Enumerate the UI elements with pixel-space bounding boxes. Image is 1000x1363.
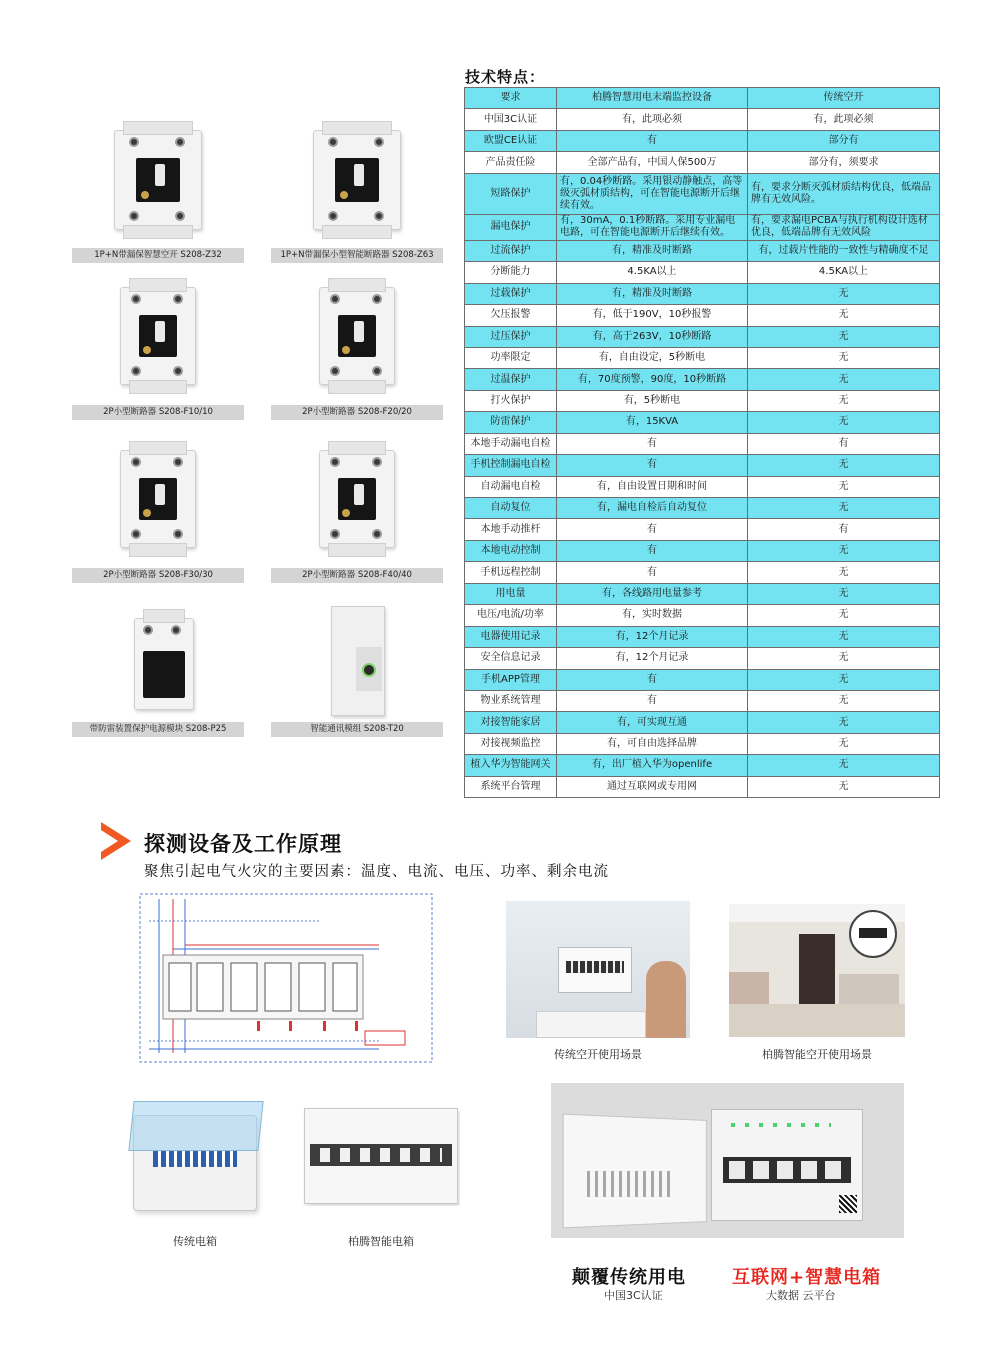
spec-traditional-cell: 无 xyxy=(748,648,940,669)
spec-row xyxy=(465,109,940,130)
slogan-left-a: 颠覆 xyxy=(572,1267,610,1288)
product-card xyxy=(72,275,244,420)
product-caption: 2P小型断路器 S208-F30/30 xyxy=(72,568,244,583)
spec-feature-cell: 欧盟CE认证 xyxy=(465,130,557,151)
spec-traditional-cell: 无 xyxy=(748,540,940,561)
spec-smart-cell: 有，30mA，0.1秒断路。采用专业漏电电路，可在智能电源断开后继续有效。 xyxy=(557,214,748,240)
spec-smart-cell: 有，可自由选择品牌 xyxy=(557,733,748,754)
spec-smart-cell: 有，精准及时断路 xyxy=(557,240,748,261)
smart-scene-caption: 柏腾智能空开使用场景 xyxy=(762,1048,872,1061)
spec-smart-cell: 有，自由设定，5秒断电 xyxy=(557,347,748,368)
spec-traditional-cell: 有，要求漏电PCBA与执行机构设计选材优良，低端品牌有无效风险 xyxy=(748,214,940,240)
spec-traditional-cell: 无 xyxy=(748,583,940,604)
spec-smart-cell: 有，12个月记录 xyxy=(557,648,748,669)
spec-smart-cell: 有，此项必须 xyxy=(557,109,748,130)
slogan-left-sub: 中国3C认证 xyxy=(604,1289,663,1302)
spec-feature-cell: 电器使用记录 xyxy=(465,626,557,647)
spec-row xyxy=(465,262,940,283)
comm-module-image xyxy=(271,606,443,722)
spec-traditional-cell: 无 xyxy=(748,712,940,733)
spec-traditional-cell: 无 xyxy=(748,455,940,476)
spec-smart-cell: 有，出厂植入华为openlife xyxy=(557,755,748,776)
spec-smart-cell: 有 xyxy=(557,669,748,690)
breaker-2p-image xyxy=(271,438,443,568)
section-subtitle: 聚焦引起电气火灾的主要因素：温度、电流、电压、功率、剩余电流 xyxy=(144,864,609,880)
spec-smart-cell: 有，可实现互通 xyxy=(557,712,748,733)
spec-feature-cell: 物业系统管理 xyxy=(465,690,557,711)
spec-feature-cell: 对接视频监控 xyxy=(465,733,557,754)
spec-feature-cell: 过载保护 xyxy=(465,283,557,304)
spec-row xyxy=(465,669,940,690)
spec-feature-cell: 植入华为智能网关 xyxy=(465,755,557,776)
spec-traditional-cell: 有，过载片性能的一致性与精确度不足 xyxy=(748,240,940,261)
spec-traditional-cell: 无 xyxy=(748,776,940,797)
section-arrow-inner xyxy=(101,830,118,852)
spec-feature-cell: 手机控制漏电自检 xyxy=(465,455,557,476)
spec-smart-cell: 有，实时数据 xyxy=(557,605,748,626)
breaker-2p-image xyxy=(72,438,244,568)
spec-row xyxy=(465,626,940,647)
spec-feature-cell: 系统平台管理 xyxy=(465,776,557,797)
product-card xyxy=(72,118,244,263)
spec-feature-cell: 防雷保护 xyxy=(465,412,557,433)
spec-row xyxy=(465,305,940,326)
spec-traditional-cell: 无 xyxy=(748,733,940,754)
spec-smart-cell: 有，自由设置日期和时间 xyxy=(557,476,748,497)
spec-row xyxy=(465,390,940,411)
product-caption: 1P+N带漏保小型智能断路器 S208-Z63 xyxy=(271,248,443,263)
spec-smart-cell: 有，高于263V，10秒断路 xyxy=(557,326,748,347)
spec-feature-cell: 自动漏电自检 xyxy=(465,476,557,497)
product-caption: 2P小型断路器 S208-F20/20 xyxy=(271,405,443,420)
spec-row xyxy=(465,214,940,240)
breaker-2p-image xyxy=(72,275,244,405)
spec-feature-cell: 本地手动推杆 xyxy=(465,519,557,540)
product-caption: 带防雷装置保护电源模块 S208-P25 xyxy=(72,722,244,737)
traditional-box-caption: 传统电箱 xyxy=(173,1235,217,1248)
power-module-image xyxy=(72,606,244,722)
section-title: 探测设备及工作原理 xyxy=(144,832,342,856)
smart-box-caption: 柏腾智能电箱 xyxy=(348,1235,414,1248)
spec-feature-cell: 过流保护 xyxy=(465,240,557,261)
spec-smart-cell: 有，0.04秒断路。采用银动静触点，高等级灭弧材质结构，可在智能电源断开后继续有效。 xyxy=(557,173,748,214)
spec-smart-cell: 有 xyxy=(557,690,748,711)
spec-smart-cell: 通过互联网或专用网 xyxy=(557,776,748,797)
spec-feature-cell: 短路保护 xyxy=(465,173,557,214)
spec-row xyxy=(465,173,940,214)
spec-row xyxy=(465,455,940,476)
product-caption: 1P+N带漏保智慧空开 S208-Z32 xyxy=(72,248,244,263)
product-card xyxy=(72,606,244,737)
spec-row xyxy=(465,498,940,519)
tech-title: 技术特点： xyxy=(465,68,546,86)
spec-feature-cell: 用电量 xyxy=(465,583,557,604)
traditional-box-photo xyxy=(125,1095,265,1219)
spec-traditional-cell: 无 xyxy=(748,476,940,497)
spec-feature-cell: 漏电保护 xyxy=(465,214,557,240)
spec-row xyxy=(465,152,940,173)
spec-smart-cell: 有，12个月记录 xyxy=(557,626,748,647)
spec-traditional-cell: 无 xyxy=(748,690,940,711)
spec-smart-cell: 有 xyxy=(557,433,748,454)
spec-smart-cell: 有，5秒断电 xyxy=(557,390,748,411)
slogan-left-b: 传统用电 xyxy=(610,1267,686,1288)
spec-feature-cell: 功率限定 xyxy=(465,347,557,368)
slogan-right-sub: 大数据 云平台 xyxy=(766,1289,836,1302)
spec-traditional-cell: 有，要求分断灭弧材质结构优良，低端品牌有无效风险。 xyxy=(748,173,940,214)
spec-row xyxy=(465,326,940,347)
spec-traditional-cell: 无 xyxy=(748,326,940,347)
spec-feature-cell: 产品责任险 xyxy=(465,152,557,173)
product-card xyxy=(271,275,443,420)
spec-row xyxy=(465,347,940,368)
slogan-left xyxy=(572,1263,686,1289)
spec-feature-cell: 本地电动控制 xyxy=(465,540,557,561)
spec-feature-cell: 过压保护 xyxy=(465,326,557,347)
spec-feature-cell: 本地手动漏电自检 xyxy=(465,433,557,454)
spec-feature-cell: 对接智能家居 xyxy=(465,712,557,733)
spec-feature-cell: 电压/电流/功率 xyxy=(465,605,557,626)
spec-row xyxy=(465,712,940,733)
product-card xyxy=(271,438,443,583)
product-caption: 2P小型断路器 S208-F10/10 xyxy=(72,405,244,420)
breaker-1p-n-image xyxy=(72,118,244,248)
traditional-scene-caption: 传统空开使用场景 xyxy=(554,1048,642,1061)
spec-feature-cell: 手机远程控制 xyxy=(465,562,557,583)
spec-traditional-cell: 部分有，须要求 xyxy=(748,152,940,173)
slogan-right: 互联网+智慧电箱 xyxy=(732,1267,882,1288)
spec-header-cell: 要求 xyxy=(465,88,557,109)
spec-smart-cell: 有 xyxy=(557,540,748,561)
spec-row xyxy=(465,369,940,390)
spec-traditional-cell: 无 xyxy=(748,562,940,583)
spec-row xyxy=(465,540,940,561)
spec-traditional-cell: 无 xyxy=(748,755,940,776)
spec-feature-cell: 过温保护 xyxy=(465,369,557,390)
spec-row xyxy=(465,412,940,433)
wiring-diagram xyxy=(139,893,433,1063)
spec-row xyxy=(465,648,940,669)
smart-box-large-photo xyxy=(551,1083,904,1238)
spec-traditional-cell: 无 xyxy=(748,626,940,647)
spec-feature-cell: 自动复位 xyxy=(465,498,557,519)
spec-traditional-cell: 有 xyxy=(748,433,940,454)
smart-box-photo xyxy=(302,1106,460,1206)
spec-row xyxy=(465,240,940,261)
spec-row xyxy=(465,776,940,797)
spec-smart-cell: 有 xyxy=(557,519,748,540)
spec-header-cell: 传统空开 xyxy=(748,88,940,109)
spec-traditional-cell: 4.5KA以上 xyxy=(748,262,940,283)
spec-smart-cell: 有，15KVA xyxy=(557,412,748,433)
spec-header-cell: 柏腾智慧用电末端监控设备 xyxy=(557,88,748,109)
spec-smart-cell: 有，低于190V，10秒报警 xyxy=(557,305,748,326)
spec-feature-cell: 分断能力 xyxy=(465,262,557,283)
spec-traditional-cell: 无 xyxy=(748,412,940,433)
spec-smart-cell: 全部产品有，中国人保500万 xyxy=(557,152,748,173)
spec-header-row xyxy=(465,88,940,109)
spec-row xyxy=(465,583,940,604)
spec-row xyxy=(465,562,940,583)
breaker-2p-image xyxy=(271,275,443,405)
spec-smart-cell: 有 xyxy=(557,130,748,151)
spec-traditional-cell: 无 xyxy=(748,369,940,390)
spec-smart-cell: 有，70度预警，90度，10秒断路 xyxy=(557,369,748,390)
spec-traditional-cell: 无 xyxy=(748,347,940,368)
spec-traditional-cell: 无 xyxy=(748,498,940,519)
product-card xyxy=(72,438,244,583)
spec-feature-cell: 欠压报警 xyxy=(465,305,557,326)
spec-feature-cell: 手机APP管理 xyxy=(465,669,557,690)
spec-smart-cell: 有 xyxy=(557,455,748,476)
spec-traditional-cell: 无 xyxy=(748,669,940,690)
breaker-1p-n-image xyxy=(271,118,443,248)
product-card xyxy=(271,118,443,263)
spec-traditional-cell: 无 xyxy=(748,305,940,326)
spec-feature-cell: 安全信息记录 xyxy=(465,648,557,669)
spec-row xyxy=(465,733,940,754)
spec-table xyxy=(464,87,940,798)
spec-row xyxy=(465,605,940,626)
spec-row xyxy=(465,283,940,304)
spec-traditional-cell: 有 xyxy=(748,519,940,540)
spec-feature-cell: 中国3C认证 xyxy=(465,109,557,130)
spec-smart-cell: 有，各线路用电量参考 xyxy=(557,583,748,604)
spec-row xyxy=(465,690,940,711)
spec-row xyxy=(465,755,940,776)
smart-scene-photo xyxy=(729,904,905,1037)
traditional-scene-photo xyxy=(506,901,690,1038)
spec-smart-cell: 4.5KA以上 xyxy=(557,262,748,283)
spec-traditional-cell: 无 xyxy=(748,390,940,411)
product-caption: 智能通讯模组 S208-T20 xyxy=(271,722,443,737)
product-card xyxy=(271,606,443,737)
spec-smart-cell: 有 xyxy=(557,562,748,583)
spec-feature-cell: 打火保护 xyxy=(465,390,557,411)
spec-row xyxy=(465,476,940,497)
spec-smart-cell: 有，漏电自检后自动复位 xyxy=(557,498,748,519)
spec-traditional-cell: 无 xyxy=(748,283,940,304)
spec-row xyxy=(465,130,940,151)
spec-traditional-cell: 部分有 xyxy=(748,130,940,151)
spec-smart-cell: 有，精准及时断路 xyxy=(557,283,748,304)
spec-traditional-cell: 无 xyxy=(748,605,940,626)
spec-row xyxy=(465,519,940,540)
spec-traditional-cell: 有，此项必须 xyxy=(748,109,940,130)
product-caption: 2P小型断路器 S208-F40/40 xyxy=(271,568,443,583)
spec-row xyxy=(465,433,940,454)
